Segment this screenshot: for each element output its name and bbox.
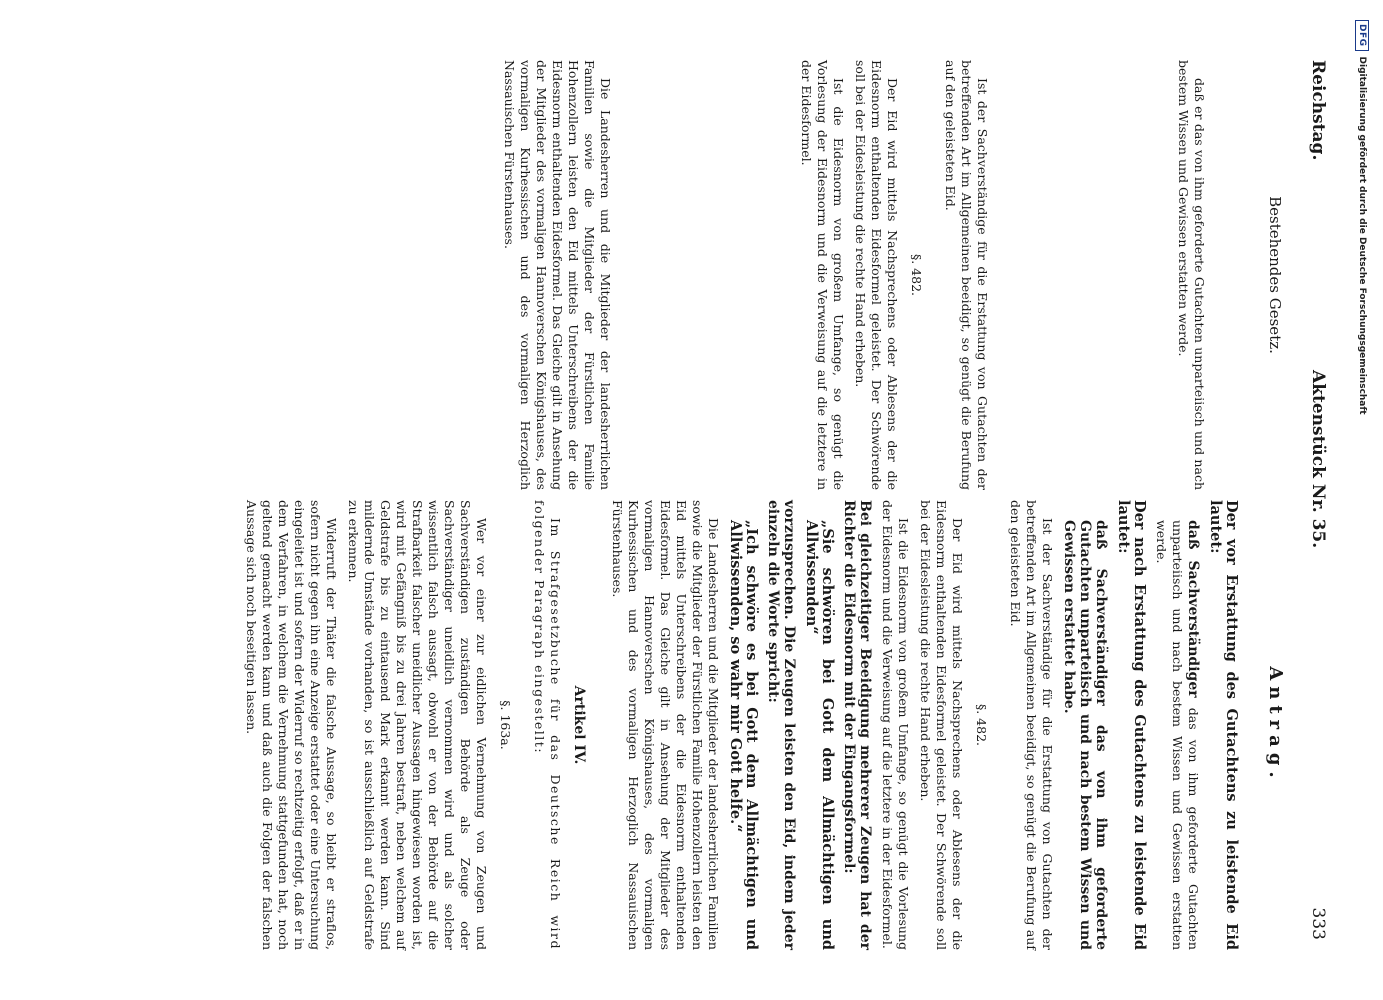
left-paragraph-4: Ist die Eidesnorm von großem Umfange, so genügt die Vorlesung der Eidesnorm und die Verweisung auf die letztere in der Eidesformel. — [799, 60, 846, 490]
right-paragraph-8: Die Landesherren und die Mitglieder der landesherrlichen Familien sowie die Mitglieder der Fürstlichen Familie Hohenzollern leisten den Eid mittels Unterschreibens der die Eidesnorm enthaltenden Eidesformel. Das Gleiche gilt in Ansehung der Mitglieder des vormaligen Hannoverschen Königshauses, des vormaligen Kurhessischen und des vormaligen Herzoglich Nassauischen Fürstenhauses. — [610, 500, 721, 950]
left-paragraph-3: Der Eid wird mittels Nachsprechens oder Ablesens der die Eidesnorm enthaltenden Eidesformel geleistet. Der Schwörende soll bei der Eidesleistung die rechte Hand erheben. — [853, 60, 900, 490]
right-section-482: §. 482. — [974, 703, 989, 747]
right-paragraph-3: Ist der Sachverständige für die Erstattung von Gutachten der betreffenden Art im Allgemeinen beeidigt, so genügt die Berufung auf den geleisteten Eid. — [1008, 500, 1055, 950]
dfg-logo: DFG — [1355, 20, 1369, 51]
right-heading-after-oath: Der nach Erstattung des Gutachtens zu leistende Eid lautet: — [1115, 500, 1148, 950]
header-document-number: Aktenstück Nr. 35. — [1308, 370, 1328, 549]
right-paragraph-11: Widerruft der Thäter die falsche Aussage, so bleibt er straflos, sofern nicht gegen ihn eine Anzeige erstattet oder eine Untersuchung eingeleitet ist und sofern der Widerruf so rechtzeitig erfolgt, daß er in dem Verfahren, in welchem die Vernehmung stattgefunden hat, noch geltend gemacht werden kann und daß auch die Folgen der falschen Aussage sich noch beseitigen lassen. — [244, 500, 339, 950]
page-number: 333 — [1308, 907, 1328, 940]
column-motion — [237, 500, 1286, 950]
dfg-funding-text: Digitalisierung gefördert durch die Deutsche Forschungsgemeinschaft — [1357, 56, 1367, 415]
article-iv-heading: Artikel IV. — [571, 685, 587, 765]
left-paragraph-1: daß er das von ihm geforderte Gutachten unparteiisch und nach bestem Wissen und Gewissen erstatten werde. — [1176, 60, 1207, 490]
right-quote-1: „Sie schwören bei Gott dem Allmächtigen und Allwissenden“ — [803, 520, 836, 950]
right-paragraph-2: daß Sachverständiger das von ihm geforderte Gutachten unparteiisch und nach bestem Wissen und Gewissen erstattet habe. — [1061, 520, 1109, 950]
right-paragraph-5: Ist die Eidesnorm von großem Umfange, so genügt die Vorlesung der Eidesnorm und die Verweisung auf die letztere in der Eidesformel. — [880, 500, 911, 950]
header-reichstag: Reichstag. — [1308, 60, 1328, 161]
column-title-motion: Antrag. — [1265, 666, 1286, 784]
right-paragraph-9: Im Strafgesetzbuche für das Deutsche Reich wird folgender Paragraph eingestellt: — [532, 500, 563, 950]
left-paragraph-2: Ist der Sachverständige für die Erstattung von Gutachten der betreffenden Art im Allgemeinen beeidigt, so genügt die Berufung auf den geleisteten Eid. — [943, 60, 990, 490]
right-paragraph-6: Bei gleichzeitiger Beeidigung mehrerer Zeugen hat der Richter die Eidesnorm mit der Eingangsformel: — [841, 500, 873, 950]
right-paragraph-1 — [1153, 500, 1201, 950]
right-paragraph-1-bold: daß Sachverständiger — [1185, 520, 1201, 698]
right-paragraph-7: vorzusprechen. Die Zeugen leisten den Eid, indem jeder einzeln die Worte spricht: — [765, 500, 797, 950]
page-header — [1298, 60, 1328, 940]
left-paragraph-5: Die Landesherren und die Mitglieder der landesherrlichen Familien sowie die Mitglieder der Fürstlichen Familie Hohenzollern leisten den Eid mittels Unterschreibens der die Eidesnorm enthaltenden Eidesformel. Das Gleiche gilt in Ansehung der Mitglieder des vormaligen Hannoverschen Königshauses, des vormaligen Kurhessischen und des vormaligen Herzoglich Nassauischen Fürstenhauses. — [502, 60, 613, 490]
right-heading-before-oath: Der vor Erstattung des Gutachtens zu leistende Eid lautet: — [1207, 500, 1240, 950]
right-paragraph-10: Wer vor einer zur eidlichen Vernehmung von Zeugen und Sachverständigen zuständigen Behörde als Zeuge oder Sachverständiger uneidlich vernommen wird und als solcher wissentlich falsch aussagt, obwohl er von der Behörde auf die Strafbarkeit falscher uneidlicher Aussagen hingewiesen worden ist, wird mit Gefängniß bis zu drei Jahren bestraft, neben welchem auf Geldstrafe bis zu eintausend Mark erkannt werden kann. Sind mildernde Umstände vorhanden, so ist ausschließlich auf Geldstrafe zu erkennen. — [346, 500, 489, 950]
right-quote-2: „Ich schwöre es bei Gott dem Allmächtigen und Allwissenden, so wahr mir Gott helfe.“ — [727, 520, 760, 950]
column-existing-law — [495, 60, 1283, 490]
column-title-existing-law: Bestehendes Gesetz. — [1266, 196, 1284, 354]
right-paragraph-1-rest: das von ihm geforderte Gutachten unparteiisch und nach bestem Wissen und Gewissen erstatten werde. — [1154, 520, 1201, 950]
left-section-482: §. 482. — [909, 253, 924, 297]
right-paragraph-4: Der Eid wird mittels Nachsprechens oder Ablesens der die Eidesnorm enthaltenden Eidesformel geleistet. Der Schwörende soll bei der Eidesleistung die rechte Hand erheben. — [918, 500, 965, 950]
section-163a: §. 163a. — [498, 700, 513, 750]
dfg-funding-note — [1347, 20, 1377, 980]
